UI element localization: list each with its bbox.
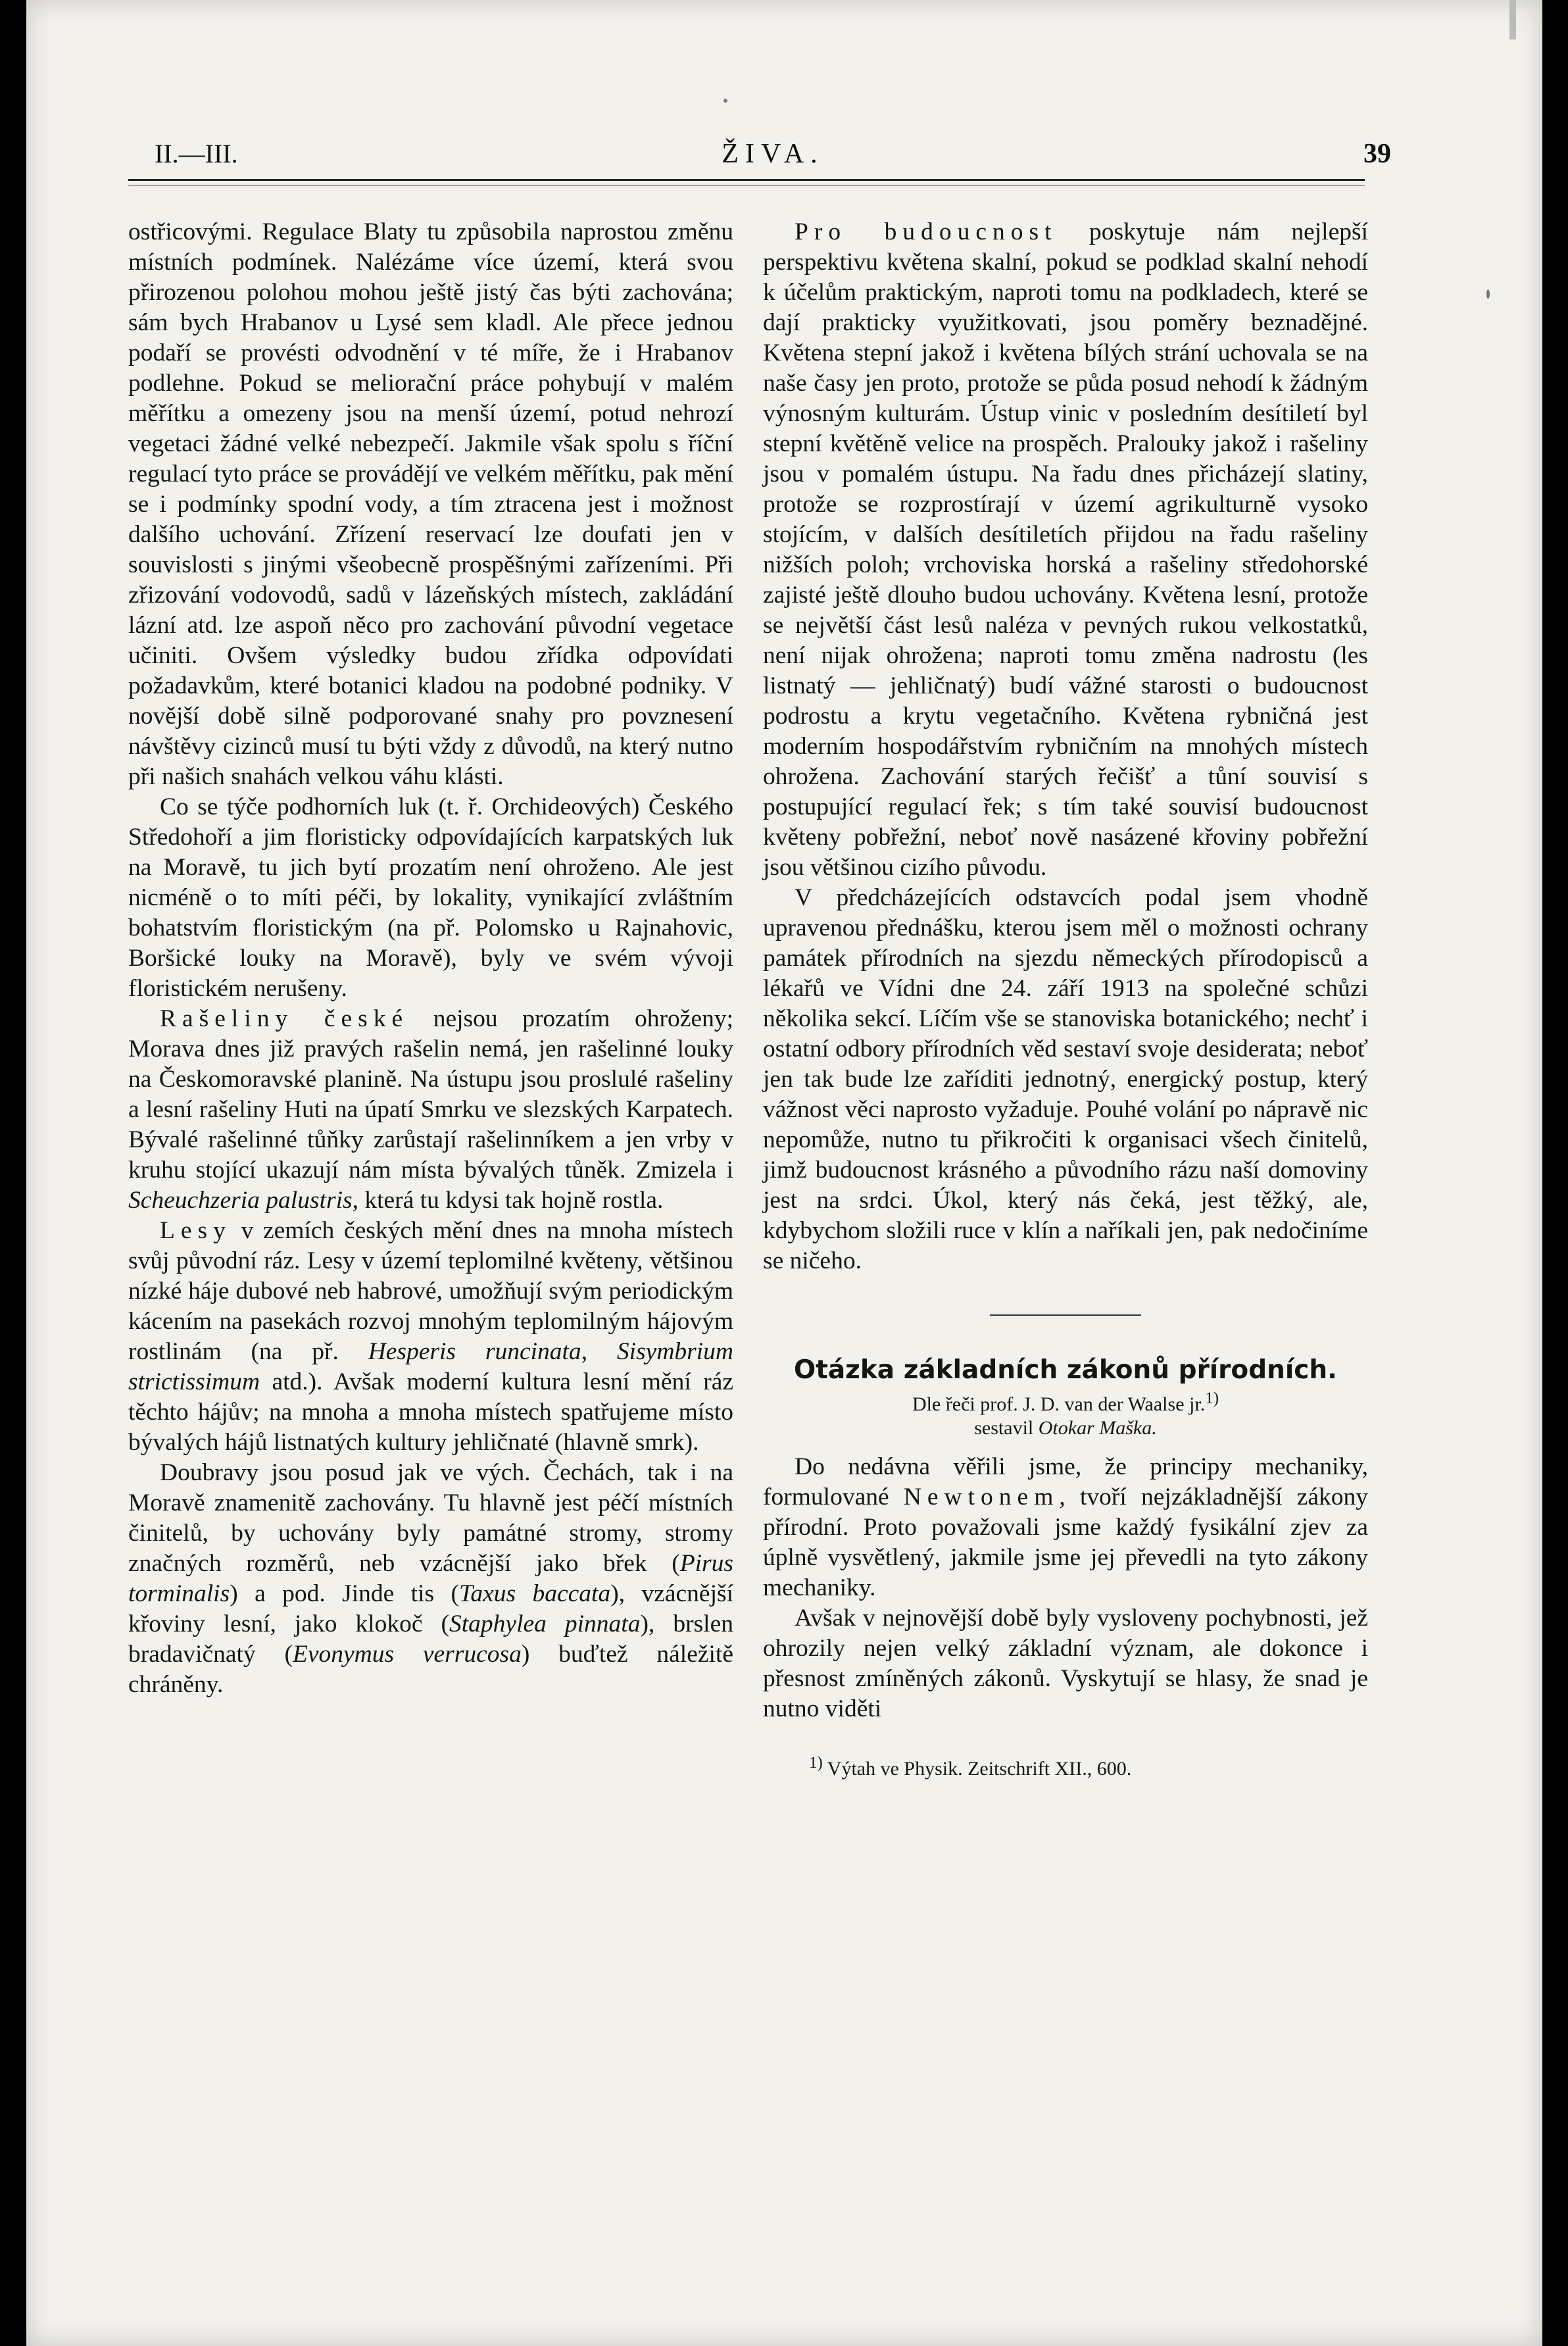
paragraph-forests: Lesy v zemích českých mění dnes na mnoha místech svůj původní ráz. Lesy v území teplomilné květeny, většinou nízké háje dubové neb habrové, umožňují svým periodickým kácením na pasekách rozvoj mnohým teplomilným hájovým rostlinám (na př. Hesperis runcinata, Sisymbrium strictissimum atd.). Avšak moderní kultura lesní mění ráz těchto hájův; na mnoha a mnoha místech spatřujeme místo bývalých hájů listnatých kultury jehličnaté (hlavně smrk). xyxy=(128,1217,733,1456)
issue-number: II.—III. xyxy=(155,139,238,168)
scan-speck xyxy=(1486,289,1490,299)
paragraph: ostřicovými. Regulace Blaty tu způsobila naprostou změnu místních podmínek. Nalézáme více území, která svou přirozenou polohou mohou ještě jistý čas býti zachována; sám bych Hrabanov u Lysé sem kladl. Ale přece jednou podaří se provésti odvodnění v té míře, že i Hrabanov podlehne. Pokud se meliorační práce pohybují v malém měřítku a omezeny jsou na menší území, potud nehrozí vegetaci žádné velké nebezpečí. Jakmile však spolu s říční regulací tyto práce se provádějí ve velkém měřítku, pak mění se i podmínky spodní vody, a tím ztracena jest i možnost dalšího uchování. Zřízení reservací lze doufati jen v souvislosti s jinými všeobecně prospěšnými zařízeními. Při zřizování vodovodů, sadů v lázeňských místech, zakládání lázní atd. lze aspoň něco pro zachování původní vegetace učiniti. Ovšem výsledky budou zřídka odpovídati požadavkům, které botanici kladou na podobné podniky. V novější době silně podporované snahy pro povznesení návštěvy cizinců musí tu býti vždy z důvodů, na který nutno při našich snahách velkou váhu klásti. xyxy=(128,218,733,790)
article-compiler: sestavil Otokar Maška. xyxy=(974,1417,1157,1439)
article-title: Otázka základních zákonů přírodních. xyxy=(794,1355,1337,1385)
paragraph: Avšak v nejnovější době byly vysloveny pochybnosti, jež ohrozily nejen velký základní význam, ale dokonce i přesnost zmíněných zákonů. Vyskytují se hlasy, že snad je nutno viděti xyxy=(763,1605,1368,1722)
spaced-name: Newtonem xyxy=(903,1484,1060,1510)
species-name: Scheuchzeria palustris xyxy=(128,1187,353,1214)
species-name: Taxus baccata xyxy=(458,1580,611,1607)
paragraph-future: Pro budoucnost poskytuje nám nejlepší perspektivu květena skalní, pokud se podklad skalní nehodí k účelům praktickým, naproti tomu na podkladech, které se dají prakticky využitkovati, jsou poměry beznadějné. Květena stepní jakož i květena bílých strání uchovala se na naše časy jen proto, protože se půda posud nehodí k žádným výnosným kulturám. Ústup vinic v posledním desítiletí byl stepní květěně velice na prospěch. Pralouky jakož i rašeliny jsou v pomalém ústupu. Na řadu dnes přicházejí slatiny, protože se rozprostírají v území agrikulturně vysoko stojícím, v dalších desítiletích přijdou na řadu rašeliny nižších poloh; vrchoviska horská a rašeliny středohorské zajisté ještě dlouho budou uchovány. Květena lesní, protože se největší část lesů naléza v pevných rukou velkostatků, není nijak ohrožena; naproti tomu změna nadrostu (les listnatý — jehličnatý) budí vážné starosti o budoucnost podrostu a krytu vegetačního. Květena rybničná jest moderním hospodářstvím rybničním na mnohých místech ohrožena. Zachování starých řečišť a tůní souvisí s postupující regulací řek; s tím také souvisí budoucnost květeny pobřežní, neboť nově nasázené křoviny pobřežní jsou většinou cizího původu. xyxy=(763,218,1369,881)
paragraph-oak-groves: Doubravy jsou posud jak ve vých. Čechách, tak i na Moravě znamenitě zachovány. Tu hlavně jest péčí místních činitelů, by uchovány byly památné stromy, stromy značných rozměrů, neb vzácnější jako břek (Pirus torminalis) a pod. Jinde tis (Taxus baccata), vzácnější křoviny lesní, jako klokoč (Staphylea pinnata), brslen bradavičnatý (Evonymus verrucosa) buďtež náležitě chráněny. xyxy=(128,1459,733,1698)
spaced-keyword: Lesy xyxy=(160,1217,232,1244)
author-name: Otokar Maška. xyxy=(1038,1417,1157,1439)
journal-title: ŽIVA. xyxy=(722,139,824,169)
footnote-ref: 1) xyxy=(1205,1389,1219,1407)
left-column xyxy=(128,217,733,1700)
footnote: $^{1)}$ Výtah ve Physik. Zeitschrift XII., 600. xyxy=(809,1754,1132,1780)
article-byline: Dle řeči prof. J. D. van der Waalse jr.$^{1)}$ xyxy=(912,1389,1219,1415)
header-rule xyxy=(128,179,1365,181)
paragraph-peat: Rašeliny české nejsou prozatím ohroženy; Morava dnes již pravých rašelin nemá, jen rašelinné louky na Českomoravské planině. Na ústupu jsou proslulé rašeliny a lesní rašeliny Huti na úpatí Smrku ve slezských Karpatech. Bývalé rašelinné tůňky zarůstají rašelinníkem a jen vrby v kruhu stojící ukazují nám místa bývalých tůněk. Zmizela i Scheuchzeria palustris, která tu kdysi tak hojně rostla. xyxy=(128,1005,734,1214)
paragraph: V předcházejících odstavcích podal jsem vhodně upravenou přednášku, kterou jsem měl o možnosti ochrany památek přírodních na sjezdu německých přírodopisců a lékařů ve Vídni dne 24. září 1913 na společné schůzi několika sekcí. Líčím vše se stanoviska botanického; nechť i ostatní odbory přírodních věd sestaví svoje desiderata; neboť jen tak bude lze zaříditi jednotný, energický postup, který vážnost věci naprosto vyžaduje. Pouhé volání po nápravě nic nepomůže, nutno tu přikročiti k organisaci všech činitelů, jimž budoucnost krásného a původního rázu naší domoviny jest na srdci. Úkol, který nás čeká, jest těžký, ale, kdybychom složili ruce v klín a naříkali jen, pak nedočiníme se ničeho. xyxy=(763,884,1368,1274)
article-body xyxy=(763,1452,1368,1724)
paragraph: Do nedávna věřili jsme, že principy mechaniky, formulované Newtonem, tvoří nejzákladnější zákony přírodní. Proto považovali jsme každý fysikální zjev za úplně vysvětlený, jakmile jsme jej převedli na tyto zákony mechaniky. xyxy=(763,1453,1368,1601)
right-column xyxy=(763,217,1368,1782)
species-name: Evonymus verrucosa xyxy=(292,1641,522,1668)
species-name: Pirus torminalis xyxy=(128,1550,733,1607)
spaced-keyword: Pro budoucnost xyxy=(795,218,1058,245)
paragraph: Co se týče podhorních luk (t. ř. Orchideových) Českého Středohoří a jim floristicky odpovídajících karpatských luk na Moravě, tu jich bytí prozatím není ohroženo. Ale jest nicméně o to míti péči, by lokality, vynikající zvláštním bohatstvím floristickým (na př. Polomsko u Rajnahovic, Boršické louky na Moravě), byly ve svém vývoji floristickém nerušeny. xyxy=(128,793,733,1002)
species-name: Sisymbrium strictissimum xyxy=(128,1338,733,1395)
footnote-mark: 1) xyxy=(809,1754,823,1772)
section-divider xyxy=(990,1314,1141,1316)
page-number: 39 xyxy=(1363,139,1391,169)
species-name: Staphylea pinnata xyxy=(449,1610,641,1637)
scan-speck xyxy=(723,99,727,103)
spaced-keyword: Rašeliny české xyxy=(160,1005,409,1032)
scan-edge-mark xyxy=(1509,0,1516,39)
species-name: Hesperis runcinata xyxy=(368,1338,581,1365)
page-header xyxy=(155,138,1391,178)
